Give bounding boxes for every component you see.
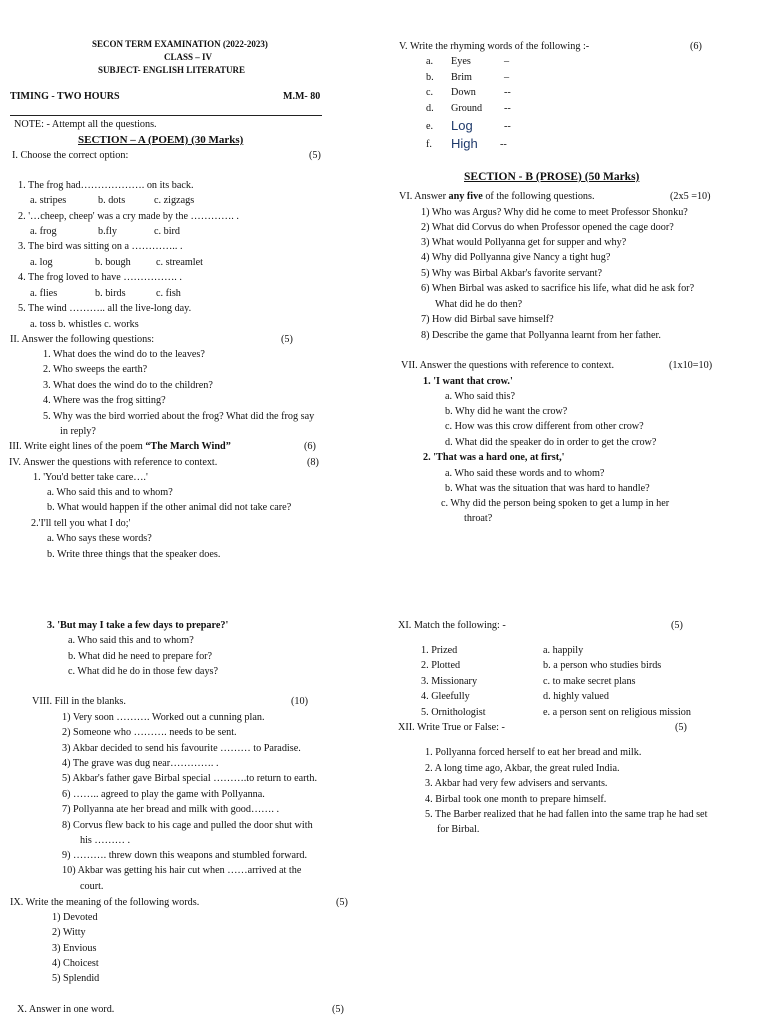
q7-question: a. Who said this? — [445, 391, 515, 402]
q11-left-item: 5. Ornithologist — [421, 707, 486, 718]
q5-word: Eyes — [451, 56, 471, 67]
q8-item: 2) Someone who ………. needs to be sent. — [62, 727, 237, 738]
q7-question: b. What did he need to prepare for? — [68, 651, 213, 662]
q4-line: b. What would happen if the other animal did not take care? — [47, 502, 292, 513]
q1-item: 3. The bird was sitting on a ………….. . — [18, 241, 183, 252]
q6-item: 2) What did Corvus do when Professor opened the cage door? — [421, 222, 674, 233]
q8-heading: VIII. Fill in the blanks. — [32, 696, 126, 707]
q9-word: 3) Envious — [52, 943, 97, 954]
q1-option: a. toss b. whistles c. works — [30, 319, 139, 330]
q9-word: 1) Devoted — [52, 912, 98, 923]
q8-item: 5) Akbar's father gave Birbal special ……….to return to earth. — [62, 773, 318, 784]
q1-item: 1. The frog had………………. on its back. — [18, 180, 194, 191]
q12-marks: (5) — [675, 722, 687, 733]
q8-item: 1) Very soon ………. Worked out a cunning plan. — [62, 712, 265, 723]
q5-letter: f. — [426, 139, 432, 150]
q11-right-item: c. to make secret plans — [543, 676, 636, 687]
q6-item: 4) Why did Pollyanna give Nancy a tight hug? — [421, 252, 611, 263]
q4-line: a. Who says these words? — [47, 533, 152, 544]
q1-item: 5. The wind ……….. all the live-long day. — [18, 303, 192, 314]
q7-question: c. Why did the person being spoken to get a lump in her — [441, 498, 670, 509]
q5-marks: (6) — [690, 41, 702, 52]
q8-item: 7) Pollyanna ate her bread and milk with good……. . — [62, 804, 280, 815]
q5-dash: – — [504, 56, 510, 67]
q5-letter: a. — [426, 56, 434, 67]
q1-option: c. bird — [154, 226, 181, 237]
q11-left-item: 2. Plotted — [421, 660, 461, 671]
q6-prefix: VI. Answer — [399, 191, 449, 202]
q6-item-continued: What did he do then? — [435, 299, 523, 310]
q12-item: 4. Birbal took one month to prepare himself. — [425, 794, 607, 805]
q5-letter: e. — [426, 121, 434, 132]
q1-item: 2. '…cheep, cheep' was a cry made by the …………. . — [18, 211, 239, 222]
q10-marks: (5) — [332, 1004, 344, 1015]
q8-marks: (10) — [291, 696, 308, 707]
q7-question: c. How was this crow different from other crow? — [445, 421, 644, 432]
q4-line: 1. 'You'd better take care….' — [33, 472, 148, 483]
q11-marks: (5) — [671, 620, 683, 631]
section-a-title: SECTION – A (POEM) (30 Marks) — [78, 134, 244, 146]
q7-marks: (1x10=10) — [669, 360, 713, 371]
q6-item: 8) Describe the game that Pollyanna learnt from her father. — [421, 330, 661, 341]
q1-option: b.fly — [98, 226, 117, 237]
q1-option: c. zigzags — [154, 195, 195, 206]
q8-item-continued: court. — [80, 881, 104, 892]
q9-word: 2) Witty — [52, 927, 86, 938]
q8-item: 6) …….. agreed to play the game with Pollyanna. — [62, 789, 265, 800]
q12-item: 2. A long time ago, Akbar, the great ruled India. — [425, 763, 620, 774]
timing-label: TIMING - TWO HOURS — [10, 91, 120, 102]
q5-word: High — [451, 136, 478, 151]
q11-left-item: 3. Missionary — [421, 676, 478, 687]
q1-marks: (5) — [309, 150, 321, 161]
q1-option: a. flies — [30, 288, 58, 299]
q11-right-item: d. highly valued — [543, 691, 609, 702]
q8-item: 4) The grave was dug near…………. . — [62, 758, 219, 769]
q7-question: b. What was the situation that was hard to handle? — [445, 483, 650, 494]
q8-item: 8) Corvus flew back to his cage and pulled the door shut with — [62, 820, 313, 831]
q12-item: 5. The Barber realized that he had fallen into the same trap he had set — [425, 809, 708, 820]
q2-heading: II. Answer the following questions: — [10, 334, 155, 345]
section-b-title: SECTION - B (PROSE) (50 Marks) — [464, 171, 640, 183]
q2-item: 5. Why was the bird worried about the frog? What did the frog say — [43, 411, 315, 422]
q8-item-continued: his ……… . — [80, 835, 131, 846]
q5-word: Brim — [451, 72, 472, 83]
q6-item: 6) When Birbal was asked to sacrifice his life, what did he ask for? — [421, 283, 695, 294]
q6-item: 7) How did Birbal save himself? — [421, 314, 554, 325]
q11-right-item: b. a person who studies birds — [543, 660, 662, 671]
q1-option: b. birds — [95, 288, 126, 299]
q9-word: 5) Splendid — [52, 973, 100, 984]
q1-option: c. streamlet — [156, 257, 203, 268]
q5-word: Ground — [451, 103, 483, 114]
q11-left-item: 4. Gleefully — [421, 691, 470, 702]
exam-title: SECON TERM EXAMINATION (2022-2023) — [92, 39, 268, 49]
q1-option: b. dots — [98, 195, 126, 206]
q11-left-item: 1. Prized — [421, 645, 458, 656]
q7-passage-3-title: 3. 'But may I take a few days to prepare?' — [47, 620, 229, 631]
q9-heading: IX. Write the meaning of the following words. — [10, 897, 200, 908]
q4-heading: IV. Answer the questions with reference to context. — [9, 457, 218, 468]
q8-item: 3) Akbar decided to send his favourite ……… to Paradise. — [62, 743, 301, 754]
q3-prefix: III. Write eight lines of the poem — [9, 441, 146, 452]
q5-dash: -- — [504, 103, 511, 114]
q2-marks: (5) — [281, 334, 293, 345]
q1-option: b. bough — [95, 257, 131, 268]
q5-letter: d. — [426, 103, 434, 114]
q12-item: 3. Akbar had very few advisers and servants. — [425, 778, 608, 789]
q7-question: d. What did the speaker do in order to get the crow? — [445, 437, 657, 448]
q5-heading: V. Write the rhyming words of the following :- — [399, 41, 590, 52]
class-label: CLASS – IV — [164, 52, 213, 62]
q9-marks: (5) — [336, 897, 348, 908]
subject-label: SUBJECT- ENGLISH LITERATURE — [98, 65, 246, 75]
q7-question: c. What did he do in those few days? — [68, 666, 219, 677]
q5-word: Down — [451, 87, 476, 98]
q9-word: 4) Choicest — [52, 958, 99, 969]
q7-question: b. Why did he want the crow? — [445, 406, 568, 417]
q5-letter: c. — [426, 87, 434, 98]
q7-question-continued: throat? — [464, 513, 493, 524]
q12-item: 1. Pollyanna forced herself to eat her bread and milk. — [425, 747, 642, 758]
q6-bold: any five — [448, 191, 483, 202]
q5-dash: – — [504, 72, 510, 83]
q5-word: Log — [451, 118, 473, 133]
q2-item-continued: in reply? — [60, 426, 96, 437]
q5-letter: b. — [426, 72, 434, 83]
q1-option: a. frog — [30, 226, 57, 237]
q11-heading: XI. Match the following: - — [398, 620, 506, 631]
q6-heading — [399, 192, 595, 202]
q3-poem-title: “The March Wind” — [145, 441, 231, 452]
q6-marks: (2x5 =10) — [670, 191, 711, 202]
q6-item: 3) What would Pollyanna get for supper and why? — [421, 237, 627, 248]
q1-option: a. log — [30, 257, 53, 268]
q4-line: b. Write three things that the speaker does. — [47, 549, 221, 560]
q5-dash: -- — [504, 87, 511, 98]
q1-item: 4. The frog loved to have ……………. . — [18, 272, 182, 283]
q2-item: 4. Where was the frog sitting? — [43, 395, 166, 406]
max-marks-label: M.M- 80 — [283, 91, 321, 102]
q8-item: 10) Akbar was getting his hair cut when ……arrived at the — [62, 865, 302, 876]
q11-right-item: e. a person sent on religious mission — [543, 707, 691, 718]
q7-heading: VII. Answer the questions with reference to context. — [401, 360, 615, 371]
q1-heading: I. Choose the correct option: — [12, 150, 129, 161]
q7-question: a. Who said this and to whom? — [68, 635, 194, 646]
note: NOTE: - Attempt all the questions. — [14, 119, 157, 130]
q1-option: c. fish — [156, 288, 181, 299]
q3-heading — [9, 442, 231, 452]
q7-passage-1-title: 1. 'I want that crow.' — [423, 376, 513, 387]
q10-heading: X. Answer in one word. — [17, 1004, 115, 1015]
q3-marks: (6) — [304, 441, 316, 452]
q6-suffix: of the following questions. — [482, 191, 595, 202]
q6-item: 1) Who was Argus? Why did he come to meet Professor Shonku? — [421, 207, 688, 218]
q2-item: 3. What does the wind do to the children? — [43, 380, 213, 391]
q6-item: 5) Why was Birbal Akbar's favorite servant? — [421, 268, 603, 279]
q2-item: 1. What does the wind do to the leaves? — [43, 349, 205, 360]
q8-item: 9) ………. threw down this weapons and stumbled forward. — [62, 850, 308, 861]
q7-passage-2-title: 2. 'That was a hard one, at first,' — [423, 452, 565, 463]
q4-marks: (8) — [307, 457, 319, 468]
header-divider — [10, 115, 322, 116]
q12-heading: XII. Write True or False: - — [398, 722, 505, 733]
q5-dash: -- — [500, 139, 507, 150]
q11-right-item: a. happily — [543, 645, 584, 656]
q1-option: a. stripes — [30, 195, 67, 206]
q5-dash: -- — [504, 121, 511, 132]
q4-line: 2.'I'll tell you what I do;' — [31, 518, 131, 529]
q7-question: a. Who said these words and to whom? — [445, 468, 605, 479]
q4-line: a. Who said this and to whom? — [47, 487, 173, 498]
q2-item: 2. Who sweeps the earth? — [43, 364, 148, 375]
q12-item-continued: for Birbal. — [437, 824, 480, 835]
